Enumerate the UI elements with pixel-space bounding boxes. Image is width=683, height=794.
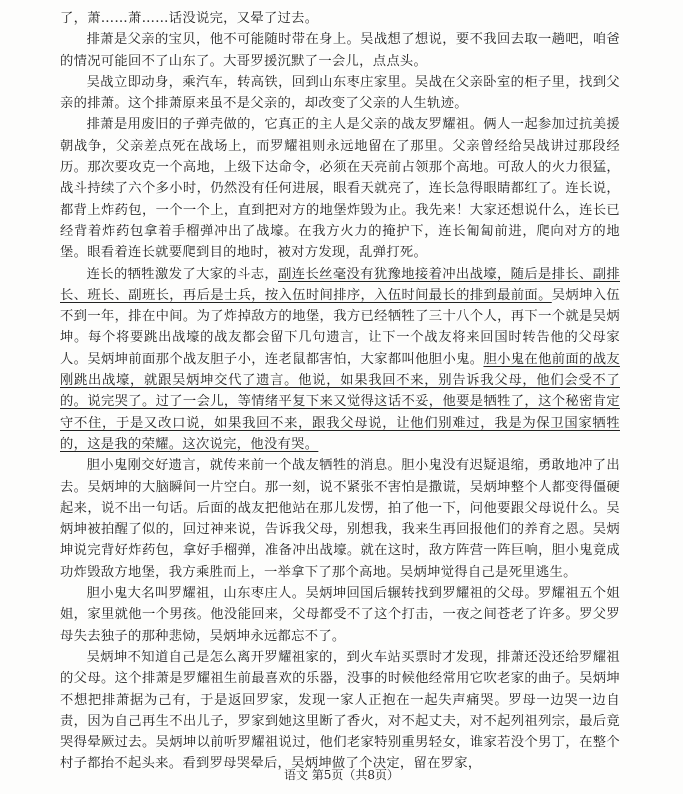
paragraph-text: 胆小鬼刚交好遗言，就传来前一个战友牺牲的消息。胆小鬼没有迟疑退缩，勇敢地冲了出去。吴炳坤的大脑瞬间一片空白。那一刻，说不紧张不害怕是撒谎，吴炳坤整个人都变得僵硬起来，说不出一句话。后面的战友把他站在那儿发愣，拍了他一下，问他要跟父母说什么。吴炳坤被拍醒了似的，回过神来说，告诉我父母，别想我，我来生再回报他们的养育之恩。吴炳坤说完背好炸药包，拿好手榴弹，准备冲出战壕。就在这时，敌方阵营一阵巨响，胆小鬼竟成功炸毁敌方地堡，我方乘胜而上，一举拿下了那个高地。吴炳坤觉得自己是死里逃生。 bbox=[60, 458, 620, 580]
paragraph-text: 吴战立即动身，乘汽车，转高铁，回到山东枣庄家里。吴战在父亲卧室的柜子里，找到父亲的排萧。这个排萧原来虽不是父亲的，却改变了父亲的人生轨迹。 bbox=[60, 74, 620, 112]
paragraph bbox=[60, 8, 620, 29]
paragraph bbox=[60, 455, 620, 583]
paragraph-text: 了，萧……萧……话没说完，又晕了过去。 bbox=[60, 11, 319, 26]
paragraph bbox=[60, 72, 620, 115]
paragraph-text: 排萧是用废旧的子弹壳做的，它真正的主人是父亲的战友罗耀祖。俩人一起参加过抗美援朝战争，父亲差点死在战场上，而罗耀祖则永远地留在了那里。父亲曾经给吴战讲过那段经历。那次要攻克一个高地，上级下达命令，必须在天亮前占领那个高地。可敌人的火力很猛，战斗持续了六个多小时，仍然没有任何进展，眼看天就亮了，连长急得眼睛都红了。连长说，都背上炸药包，一个一个上，直到把对方的地堡炸毁为止。我先来！大家还想说什么，连长已经背着炸药包拿着手榴弹冲出了战壕。在我方火力的掩护下，连长匍匐前进，爬向对方的地堡。眼看着连长就要爬到目的地时，被对方发现，乱弹打死。 bbox=[60, 117, 620, 261]
paragraph-text: 胆小鬼大名叫罗耀祖，山东枣庄人。吴炳坤回国后辗转找到罗耀祖的父母。罗耀祖五个姐姐，家里就他一个男孩。他没能回来，父母都受不了这个打击，一夜之间苍老了许多。罗父罗母失去独子的那种悲恸，吴炳坤永远都忘不了。 bbox=[60, 586, 620, 644]
paragraph bbox=[60, 29, 620, 72]
paragraph bbox=[60, 114, 620, 263]
paragraph bbox=[60, 264, 620, 456]
paragraph bbox=[60, 647, 620, 775]
paragraph-text: 吴炳坤不知道自己是怎么离开罗耀祖家的，到火车站买票时才发现，排萧还没还给罗耀祖的父母。这个排萧是罗耀祖生前最喜欢的乐器，没事的时候他经常用它吹老家的曲子。吴炳坤不想把排萧据为己有，于是返回罗家，发现一家人正抱在一起失声痛哭。罗母一边哭一边自责，因为自己再生不出儿子，罗家到她这里断了香火，对不起丈夫，对不起列祖列宗，最后竟哭得晕厥过去。吴炳坤以前听罗耀祖说过，他们老家特别重男轻女，谁家若没个男丁，在整个村子都抬不起头来。看到罗母哭晕后，吴炳坤做了个决定，留在罗家， bbox=[60, 649, 620, 772]
paragraph-text: 吴炳坤入伍不到一年，排在中间。为了炸掉敌方的地堡，我方已经牺牲了三十八个人，再下一个就是吴炳坤。每个将要跳出战壕的战友都会留下几句遗言，让下一个战友将来回国时转告他的父母家人。吴炳坤前面那个战友胆子小，连老鼠都害怕，大家都叫他胆小鬼。 bbox=[60, 287, 620, 367]
paragraph-text: 排萧是父亲的宝贝，他不可能随时带在身上。吴战想了想说，要不我回去取一趟吧，咱爸的情况可能回不了山东了。大哥罗援沉默了一会儿，点点头。 bbox=[60, 32, 620, 69]
article-body bbox=[60, 8, 620, 775]
paragraph bbox=[60, 583, 620, 647]
paragraph-text: 连长的牺牲激发了大家的斗志， bbox=[86, 266, 279, 282]
underlined-text: 胆小鬼在他前面的战友刚跳出战壕，就跟吴炳坤交代了遗言。他说，如果我回不来，别告诉我父母，他们会受不了的。说完哭了。过了一会儿，等情绪平复下来又觉得这话不妥，他要是牺牲了，这个秘密肯定守不住，于是又改口说，如果我回不来，跟我父母说，让他们别难过，我是为保卫国家牺牲的，这是我的荣耀。这次说完，他没有哭。 bbox=[60, 351, 620, 452]
underlined-text: 副连长丝毫没有犹豫地接着冲出战壕，随后是排长、副排长、班长、副班长，再后是士兵，按入伍时间排序，入伍时间最长的排到最前面。 bbox=[60, 266, 621, 303]
page-footer: 语文 第5页（共8页） bbox=[283, 768, 400, 782]
